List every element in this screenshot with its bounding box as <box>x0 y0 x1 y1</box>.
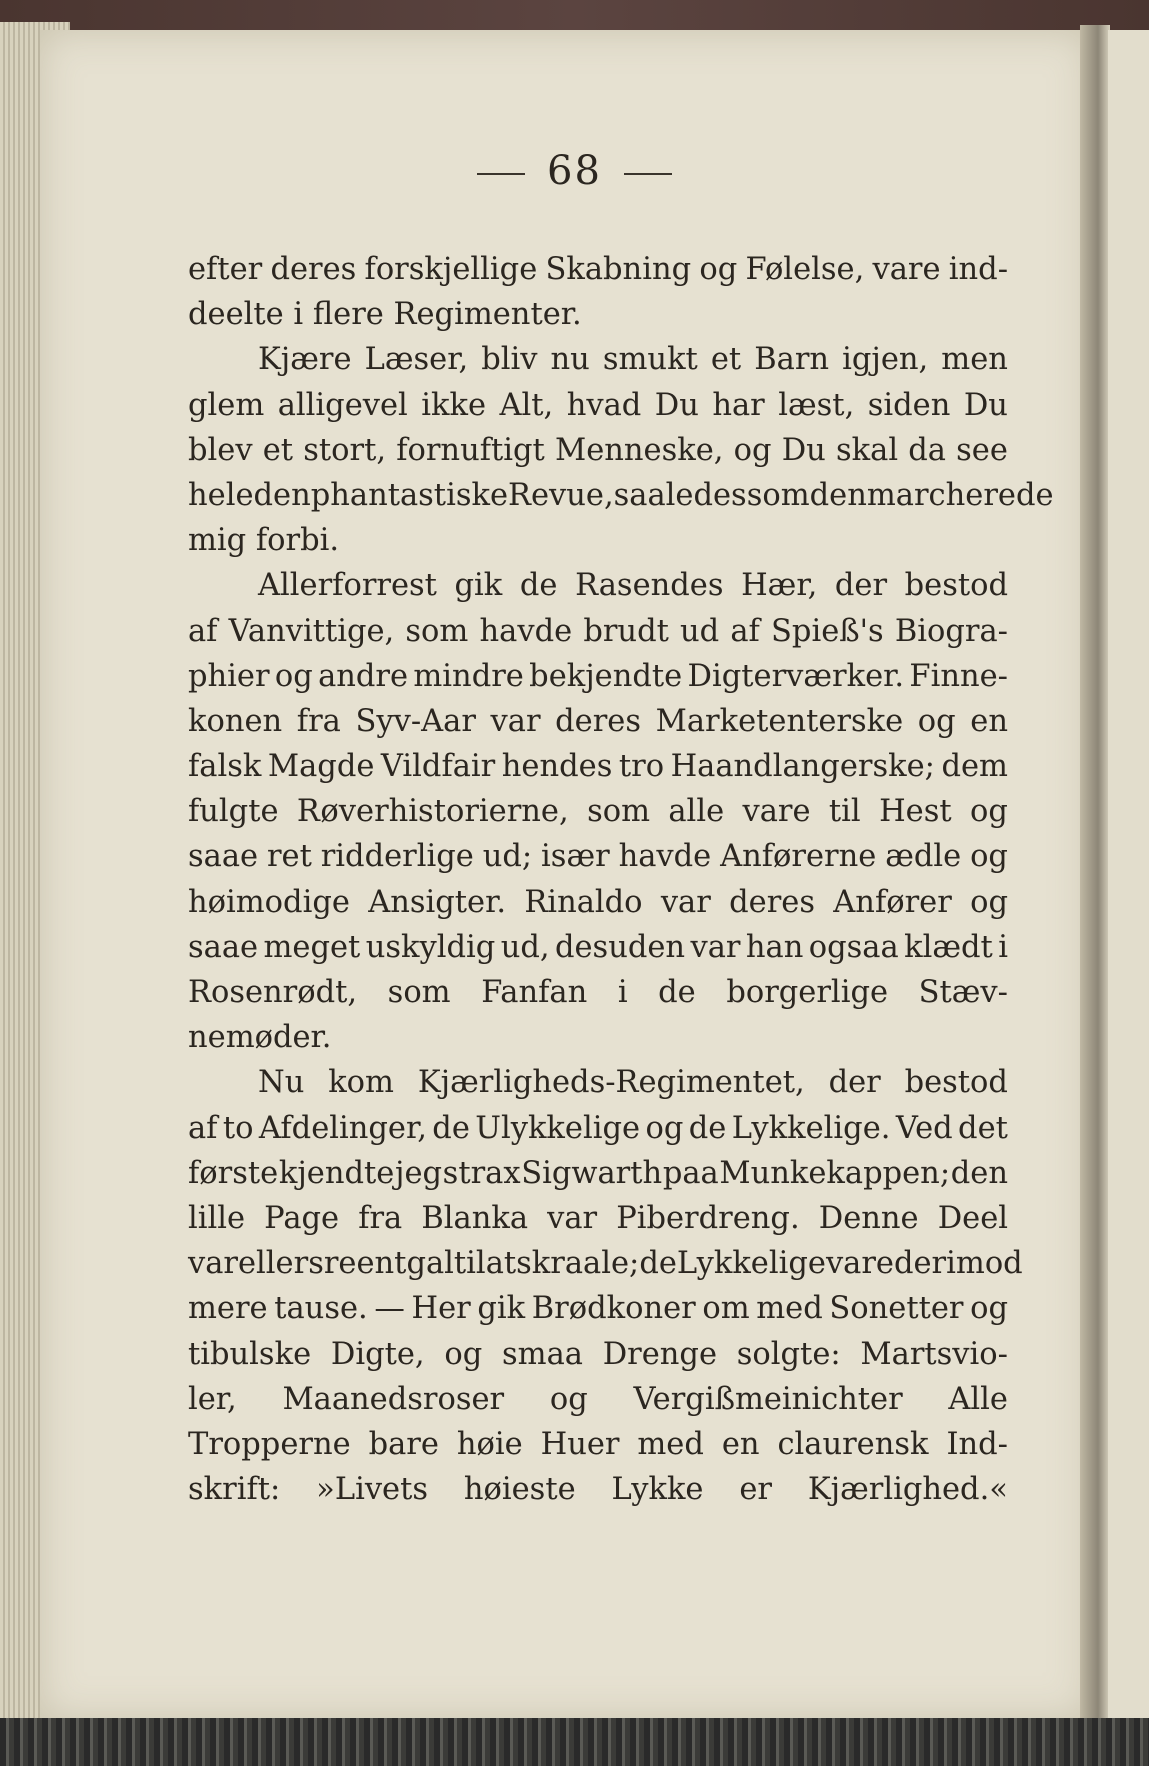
text-line <box>188 1241 1023 1286</box>
word: og <box>970 794 1008 830</box>
word: hele <box>188 477 254 513</box>
word: klædt <box>904 929 993 965</box>
word: konen <box>188 703 283 739</box>
word: vare <box>742 794 811 830</box>
word: som <box>587 794 650 830</box>
word: saae <box>188 929 259 965</box>
word: ædle <box>885 839 962 875</box>
word: var <box>547 1200 598 1236</box>
word: Munkekappen; <box>719 1155 951 1191</box>
word: som <box>387 975 451 1010</box>
text-line <box>188 654 1008 699</box>
word: Tropperne <box>188 1426 351 1462</box>
word: ud <box>680 613 720 649</box>
word: skraale; <box>516 1246 640 1282</box>
word: Ulykkelige <box>475 1110 641 1146</box>
text-line <box>188 1151 1008 1196</box>
word: og <box>733 432 772 468</box>
word: Spieß's <box>771 613 884 649</box>
word: læst, <box>778 387 855 423</box>
word: to <box>222 1110 254 1146</box>
word: igjen, <box>842 342 929 378</box>
text-line <box>188 473 1054 518</box>
word: bestod <box>904 568 1008 604</box>
word: et <box>262 432 294 468</box>
word: Digte, <box>330 1336 425 1372</box>
word: falsk <box>188 749 262 785</box>
word: Du <box>781 432 826 468</box>
word: og <box>549 1381 588 1417</box>
text-line: deelte i flere Regimenter. <box>188 297 582 333</box>
word: kom <box>328 1065 394 1101</box>
text-line <box>188 563 1008 608</box>
word: ellers <box>238 1246 324 1282</box>
word: Følelse, <box>745 252 865 287</box>
word: der <box>834 568 888 604</box>
word: Menneske, <box>554 432 724 468</box>
text-line <box>188 970 1008 1015</box>
word: Finne- <box>909 658 1008 694</box>
word: paa <box>662 1155 719 1191</box>
word: borgerlige <box>726 975 889 1010</box>
word: Alt, <box>499 387 554 423</box>
page-body-text <box>188 247 1054 1512</box>
word: Rosenrødt, <box>188 975 358 1010</box>
text-line <box>188 337 1008 382</box>
word: og <box>444 1336 483 1372</box>
word: og <box>645 1110 684 1146</box>
word: han <box>745 929 804 965</box>
word: og <box>917 703 956 739</box>
word: et <box>710 342 742 378</box>
word: glem <box>188 387 265 423</box>
word: deres <box>555 703 641 739</box>
word: stort, <box>303 432 387 468</box>
word: saae <box>188 839 259 875</box>
word: Denne <box>818 1200 919 1236</box>
word: Huer <box>540 1426 620 1462</box>
word: Marketenterske <box>655 703 904 739</box>
word: Ved <box>895 1110 953 1146</box>
word: bliv <box>481 342 538 378</box>
word: Kjærlighed.« <box>807 1472 1008 1508</box>
word: Page <box>264 1200 340 1236</box>
word: vare <box>872 252 941 287</box>
word: saaledes <box>613 477 747 513</box>
text-line <box>188 1377 1008 1422</box>
word: Vanvittige, <box>228 613 395 649</box>
word: skal <box>836 432 899 468</box>
word: see <box>956 432 1008 468</box>
word: Læser, <box>364 342 469 378</box>
word: Syv-Aar <box>355 703 476 739</box>
word: Rasendes <box>575 568 724 604</box>
word: lille <box>188 1200 246 1236</box>
word: Anfører <box>833 884 952 920</box>
word: Digterværker. <box>687 658 905 694</box>
next-page-edge <box>1108 30 1149 1720</box>
word: især <box>541 839 610 875</box>
word: »Livets <box>316 1472 429 1508</box>
text-line <box>188 1422 1008 1467</box>
word: de <box>688 1110 727 1146</box>
word: Her <box>411 1291 471 1327</box>
word: Ansigter. <box>368 884 507 920</box>
word: Haandlangerske; <box>670 749 935 785</box>
word: phantastiske <box>310 477 509 513</box>
word: Nu <box>258 1065 305 1101</box>
header-dash-right <box>624 173 672 175</box>
word: første <box>188 1155 279 1191</box>
word: ogsaa <box>808 929 899 965</box>
word: reent <box>323 1246 407 1282</box>
word: Lykkelige. <box>731 1110 891 1146</box>
word: men <box>941 342 1008 378</box>
word: Martsvio- <box>860 1336 1008 1372</box>
word: er <box>739 1472 772 1508</box>
text-line <box>188 1467 1008 1512</box>
word: smukt <box>602 342 698 378</box>
word: de <box>432 1110 470 1146</box>
word: Kjære <box>258 342 352 378</box>
word: Afdelinger, <box>258 1110 427 1146</box>
word: havde <box>479 613 573 649</box>
word: fra <box>296 703 341 739</box>
word: Fanfan <box>481 975 588 1010</box>
word: var <box>188 1246 238 1282</box>
word: Du <box>654 387 699 423</box>
word: de <box>639 1246 677 1282</box>
text-line <box>188 699 1008 744</box>
word: ler, <box>188 1381 237 1417</box>
word: Vergißmeinichter <box>633 1381 903 1417</box>
text-line <box>188 247 1008 292</box>
word: gal <box>406 1246 454 1282</box>
text-line <box>188 925 1008 970</box>
word: ret <box>266 839 312 875</box>
word: Vildfair <box>380 749 496 785</box>
word: var <box>690 929 741 965</box>
word: Sigwarth <box>521 1155 663 1191</box>
word: Sonetter <box>829 1291 964 1327</box>
text-line <box>188 744 1008 789</box>
word: vare <box>825 1246 894 1282</box>
text-line <box>188 1106 1008 1151</box>
word: Biogra- <box>894 613 1008 649</box>
word: marcherede <box>866 477 1054 513</box>
word: nu <box>550 342 590 378</box>
word: ind- <box>948 252 1008 287</box>
word: mindre <box>413 658 524 694</box>
word: gik <box>477 1291 526 1327</box>
word: med <box>637 1426 704 1462</box>
word: i <box>617 975 628 1010</box>
word: af <box>188 613 218 649</box>
word: af <box>188 1110 218 1146</box>
word: har <box>712 387 765 423</box>
word: dem <box>941 749 1008 785</box>
word: og <box>970 884 1008 920</box>
text-line <box>188 789 1008 834</box>
word: Blanka <box>421 1200 529 1236</box>
word: siden <box>867 387 951 423</box>
word: jeg <box>394 1155 443 1191</box>
word: ud, <box>500 929 550 965</box>
word: skrift: <box>188 1472 281 1508</box>
word: ikke <box>421 387 487 423</box>
text-line: mig forbi. <box>188 523 340 559</box>
word: desuden <box>554 929 686 965</box>
word: der <box>828 1065 881 1101</box>
word: i <box>998 929 1008 965</box>
word: og <box>970 1291 1008 1327</box>
word: af <box>730 613 760 649</box>
word: smaa <box>502 1336 583 1372</box>
text-line <box>188 1060 1008 1105</box>
word: Anførerne <box>720 839 877 875</box>
word: Barn <box>754 342 830 378</box>
word: Alle <box>948 1381 1008 1417</box>
word: claurensk <box>777 1426 929 1462</box>
word: mere <box>188 1291 268 1327</box>
word: Hær, <box>741 568 818 604</box>
word: ridderlige <box>320 839 474 875</box>
word: forskjellige <box>364 252 538 287</box>
word: bestod <box>904 1065 1008 1101</box>
word: Ind- <box>946 1426 1008 1462</box>
word: og <box>699 252 738 287</box>
word: Revue, <box>508 477 614 513</box>
word: phier <box>188 658 270 694</box>
word: og <box>274 658 313 694</box>
word: solgte: <box>736 1336 841 1372</box>
word: at <box>485 1246 517 1282</box>
word: Stæv- <box>918 975 1008 1010</box>
word: tause. <box>274 1291 368 1327</box>
word: Lykkelige <box>676 1246 826 1282</box>
word: Maanedsroser <box>282 1381 505 1417</box>
word: høimodige <box>188 884 350 920</box>
word: Brødkoner <box>531 1291 696 1327</box>
word: hvad <box>566 387 642 423</box>
page-header <box>0 148 1149 194</box>
word: Skabning <box>545 252 692 287</box>
word: var <box>490 703 541 739</box>
word: det <box>958 1110 1008 1146</box>
word: Deel <box>937 1200 1008 1236</box>
word: meget <box>263 929 361 965</box>
word: efter <box>188 252 263 287</box>
word: fornuftigt <box>396 432 545 468</box>
word: den <box>950 1155 1008 1191</box>
word: de <box>658 975 696 1010</box>
word: tibulske <box>188 1336 312 1372</box>
word: som <box>405 613 469 649</box>
page-number: 68 <box>547 148 602 194</box>
text-line <box>188 609 1008 654</box>
word: som <box>746 477 810 513</box>
word: da <box>908 432 946 468</box>
word: høieste <box>463 1472 576 1508</box>
header-dash-left <box>477 173 525 175</box>
word: Kjærligheds-Regimentet, <box>417 1065 805 1101</box>
text-line <box>188 383 1008 428</box>
word: alle <box>668 794 725 830</box>
word: Rinaldo <box>524 884 643 920</box>
word: fra <box>358 1200 403 1236</box>
word: Magde <box>267 749 375 785</box>
word: alligevel <box>277 387 408 423</box>
word: deres <box>729 884 815 920</box>
word: gik <box>454 568 503 604</box>
word: og <box>970 839 1008 875</box>
word: var <box>660 884 711 920</box>
word: de <box>519 568 558 604</box>
book-gutter <box>1080 25 1110 1725</box>
word: Allerforrest <box>258 568 437 604</box>
word: Hest <box>879 794 952 830</box>
word: Piberdreng. <box>616 1200 800 1236</box>
word: til <box>828 794 861 830</box>
text-line <box>188 1196 1008 1241</box>
word: deres <box>270 252 357 287</box>
word: ud; <box>482 839 533 875</box>
text-line: nemøder. <box>188 1020 332 1056</box>
word: blev <box>188 432 253 468</box>
word: strax <box>442 1155 521 1191</box>
word: Drenge <box>602 1336 718 1372</box>
word: Du <box>963 387 1008 423</box>
word: med <box>756 1291 823 1327</box>
word: en <box>970 703 1008 739</box>
word: fulgte <box>188 794 279 830</box>
word: om <box>702 1291 750 1327</box>
word: den <box>253 477 311 513</box>
word: uskyldig <box>365 929 496 965</box>
word: brudt <box>583 613 669 649</box>
word: havde <box>618 839 712 875</box>
word: tro <box>618 749 665 785</box>
word: derimod <box>893 1246 1023 1282</box>
word: hendes <box>501 749 613 785</box>
word: Lykke <box>611 1472 704 1508</box>
text-line <box>188 428 1008 473</box>
word: bare <box>368 1426 439 1462</box>
text-line <box>188 834 1008 879</box>
word: den <box>809 477 867 513</box>
word: bekjendte <box>529 658 683 694</box>
text-line <box>188 880 1008 925</box>
word: Røverhistorierne, <box>296 794 569 830</box>
word: andre <box>318 658 409 694</box>
word: høie <box>456 1426 523 1462</box>
word: til <box>453 1246 486 1282</box>
word: en <box>721 1426 760 1462</box>
text-line <box>188 1286 1008 1331</box>
word: — <box>374 1291 405 1327</box>
word: kjendte <box>278 1155 395 1191</box>
book-cover-edge <box>0 1718 1149 1766</box>
text-line <box>188 1332 1008 1377</box>
